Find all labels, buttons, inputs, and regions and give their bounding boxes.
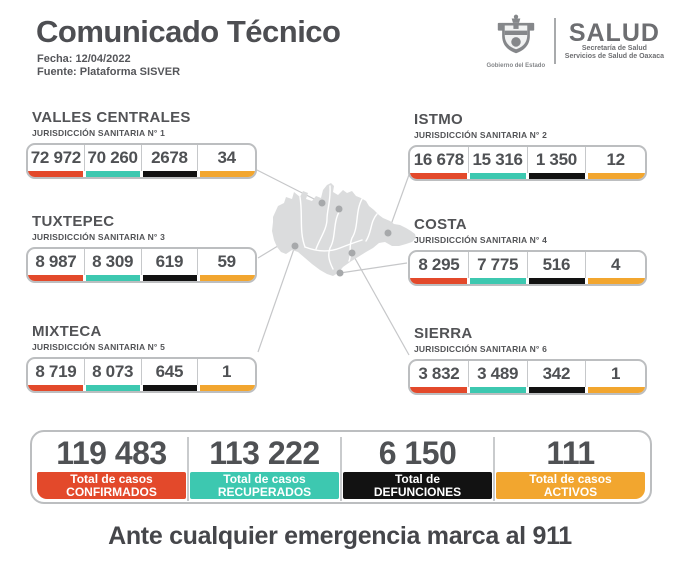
stat-value-recovered: 3 489 [469,361,528,387]
stat-value-confirmed: 72 972 [28,145,85,171]
total-recovered [188,435,341,499]
region-sierra [408,326,647,395]
stat-value-confirmed: 16 678 [410,147,469,173]
total-label-line1: Total de [394,471,441,486]
stat-cell-confirmed [410,147,469,179]
confirmed-strip [28,385,83,391]
state-totals-bar [30,430,652,504]
region-stats-box [26,247,257,283]
map-dot-tuxtepec [336,206,343,213]
stat-value-deaths: 1 350 [528,147,587,173]
stat-cell-deaths [142,359,199,391]
stat-cell-recovered [469,361,528,393]
total-label-line2: RECUPERADOS [217,484,312,499]
total-deaths-label [343,472,492,499]
stat-value-recovered: 15 316 [469,147,528,173]
report-date: Fecha: 12/04/2022 [37,53,131,65]
total-label-line1: Total de casos [70,471,153,486]
stat-value-active: 59 [217,252,236,271]
region-title: ISTMO [414,111,463,128]
connector-line-mixteca [258,246,295,352]
region-title: TUXTEPEC [32,213,115,230]
map-dot-costa [337,270,344,277]
stat-value-recovered: 7 775 [469,252,528,278]
recovered-strip [470,278,526,284]
region-stats-box [26,357,257,393]
total-label-line1: Total de casos [529,471,612,486]
region-title: VALLES CENTRALES [32,109,191,126]
total-active [494,435,647,499]
total-deaths-value: 6 150 [378,434,457,471]
stat-cell-confirmed [28,249,85,281]
total-label-line1: Total de casos [223,471,306,486]
confirmed-strip [410,387,467,393]
region-tuxtepec [26,214,257,283]
total-active-label [496,472,645,499]
total-recovered-value: 113 222 [209,434,320,471]
stat-cell-deaths [528,361,587,393]
report-source: Fuente: Plataforma SISVER [37,66,181,78]
stat-cell-deaths [142,145,199,177]
total-confirmed-label [37,472,186,499]
total-label-line2: DEFUNCIONES [373,484,462,499]
stat-value-recovered: 8 309 [85,249,142,275]
map-dot-mixteca [292,243,299,250]
active-strip [588,173,645,179]
recovered-strip [86,275,140,281]
state-crest-icon [490,13,542,57]
total-recovered-label [190,472,339,499]
map-dot-valles [319,200,326,207]
region-costa [408,217,647,286]
stat-value-recovered: 70 260 [85,145,142,171]
stat-value-active: 4 [611,255,621,274]
salud-subtitle-1: Secretaría de Salud [581,44,647,52]
stat-value-deaths: 2678 [142,145,199,171]
connector-line-costa [340,263,407,273]
region-stats-box [408,250,647,286]
confirmed-strip [28,171,83,177]
stat-cell-active [198,145,255,177]
salud-name: SALUD [568,18,660,47]
deaths-strip [143,171,197,177]
stat-value-confirmed: 3 832 [410,361,469,387]
recovered-strip [86,385,140,391]
active-strip [588,278,645,284]
salud-logo [483,13,666,69]
stat-cell-confirmed [28,145,85,177]
salud-wordmark [564,18,666,62]
emergency-message: Ante cualquier emergencia marca al 911 [108,522,572,550]
total-label-line2: ACTIVOS [543,484,598,499]
stat-cell-active [198,359,255,391]
region-jurisdiction: JURISDICCIÓN SANITARIA N° 2 [414,130,548,140]
stat-value-deaths: 645 [142,359,199,385]
stat-value-deaths: 619 [142,249,199,275]
region-title: SIERRA [414,325,473,342]
stat-cell-deaths [528,147,587,179]
stat-value-active: 1 [611,364,621,383]
stat-value-confirmed: 8 987 [28,249,85,275]
government-label: Gobierno del Estado [486,63,546,69]
map-outline [272,183,416,276]
recovered-strip [470,173,526,179]
connector-line-valles [257,170,322,203]
stat-cell-deaths [528,252,587,284]
region-jurisdiction: JURISDICCIÓN SANITARIA N° 4 [414,235,548,245]
confirmed-strip [28,275,83,281]
region-jurisdiction: JURISDICCIÓN SANITARIA N° 1 [32,128,166,138]
map-dot-sierra [349,250,356,257]
region-jurisdiction: JURISDICCIÓN SANITARIA N° 3 [32,232,166,242]
logo-divider [554,18,556,64]
active-strip [200,385,255,391]
stat-cell-recovered [85,249,142,281]
stat-cell-deaths [142,249,199,281]
stat-cell-active [586,361,645,393]
region-title: COSTA [414,216,467,233]
deaths-strip [529,387,585,393]
stat-value-active: 12 [606,150,625,169]
deaths-strip [143,275,197,281]
page-title: Comunicado Técnico [36,14,341,49]
total-confirmed [35,435,188,499]
region-jurisdiction: JURISDICCIÓN SANITARIA N° 6 [414,344,548,354]
total-deaths [341,435,494,499]
confirmed-strip [410,278,467,284]
total-confirmed-value: 119 483 [56,434,167,471]
report-meta [37,53,180,79]
total-active-value: 111 [546,434,595,471]
stat-cell-confirmed [410,361,469,393]
connector-line-sierra [352,253,409,355]
stat-cell-recovered [469,252,528,284]
recovered-strip [470,387,526,393]
region-stats-box [408,145,647,181]
region-stats-box [408,359,647,395]
salud-subtitle-2: Servicios de Salud de Oaxaca [564,53,664,60]
stat-value-deaths: 342 [528,361,587,387]
active-strip [200,171,255,177]
deaths-strip [529,173,585,179]
active-strip [588,387,645,393]
region-istmo [408,112,647,181]
stat-cell-active [586,252,645,284]
deaths-strip [143,385,197,391]
stat-cell-active [586,147,645,179]
region-mixteca [26,324,257,393]
region-title: MIXTECA [32,323,102,340]
region-valles-centrales [26,110,257,179]
stat-cell-confirmed [410,252,469,284]
confirmed-strip [410,173,467,179]
stat-cell-recovered [469,147,528,179]
stat-cell-recovered [85,145,142,177]
stat-value-recovered: 8 073 [85,359,142,385]
deaths-strip [529,278,585,284]
map-dot-istmo [385,230,392,237]
stat-cell-active [198,249,255,281]
region-stats-box [26,143,257,179]
region-jurisdiction: JURISDICCIÓN SANITARIA N° 5 [32,342,166,352]
stat-value-deaths: 516 [528,252,587,278]
stat-value-confirmed: 8 295 [410,252,469,278]
stat-value-confirmed: 8 719 [28,359,85,385]
stat-cell-confirmed [28,359,85,391]
active-strip [200,275,255,281]
stat-value-active: 34 [217,148,236,167]
total-label-line2: CONFIRMADOS [66,484,157,499]
government-crest [483,13,549,69]
stat-value-active: 1 [222,362,232,381]
recovered-strip [86,171,140,177]
stat-cell-recovered [85,359,142,391]
